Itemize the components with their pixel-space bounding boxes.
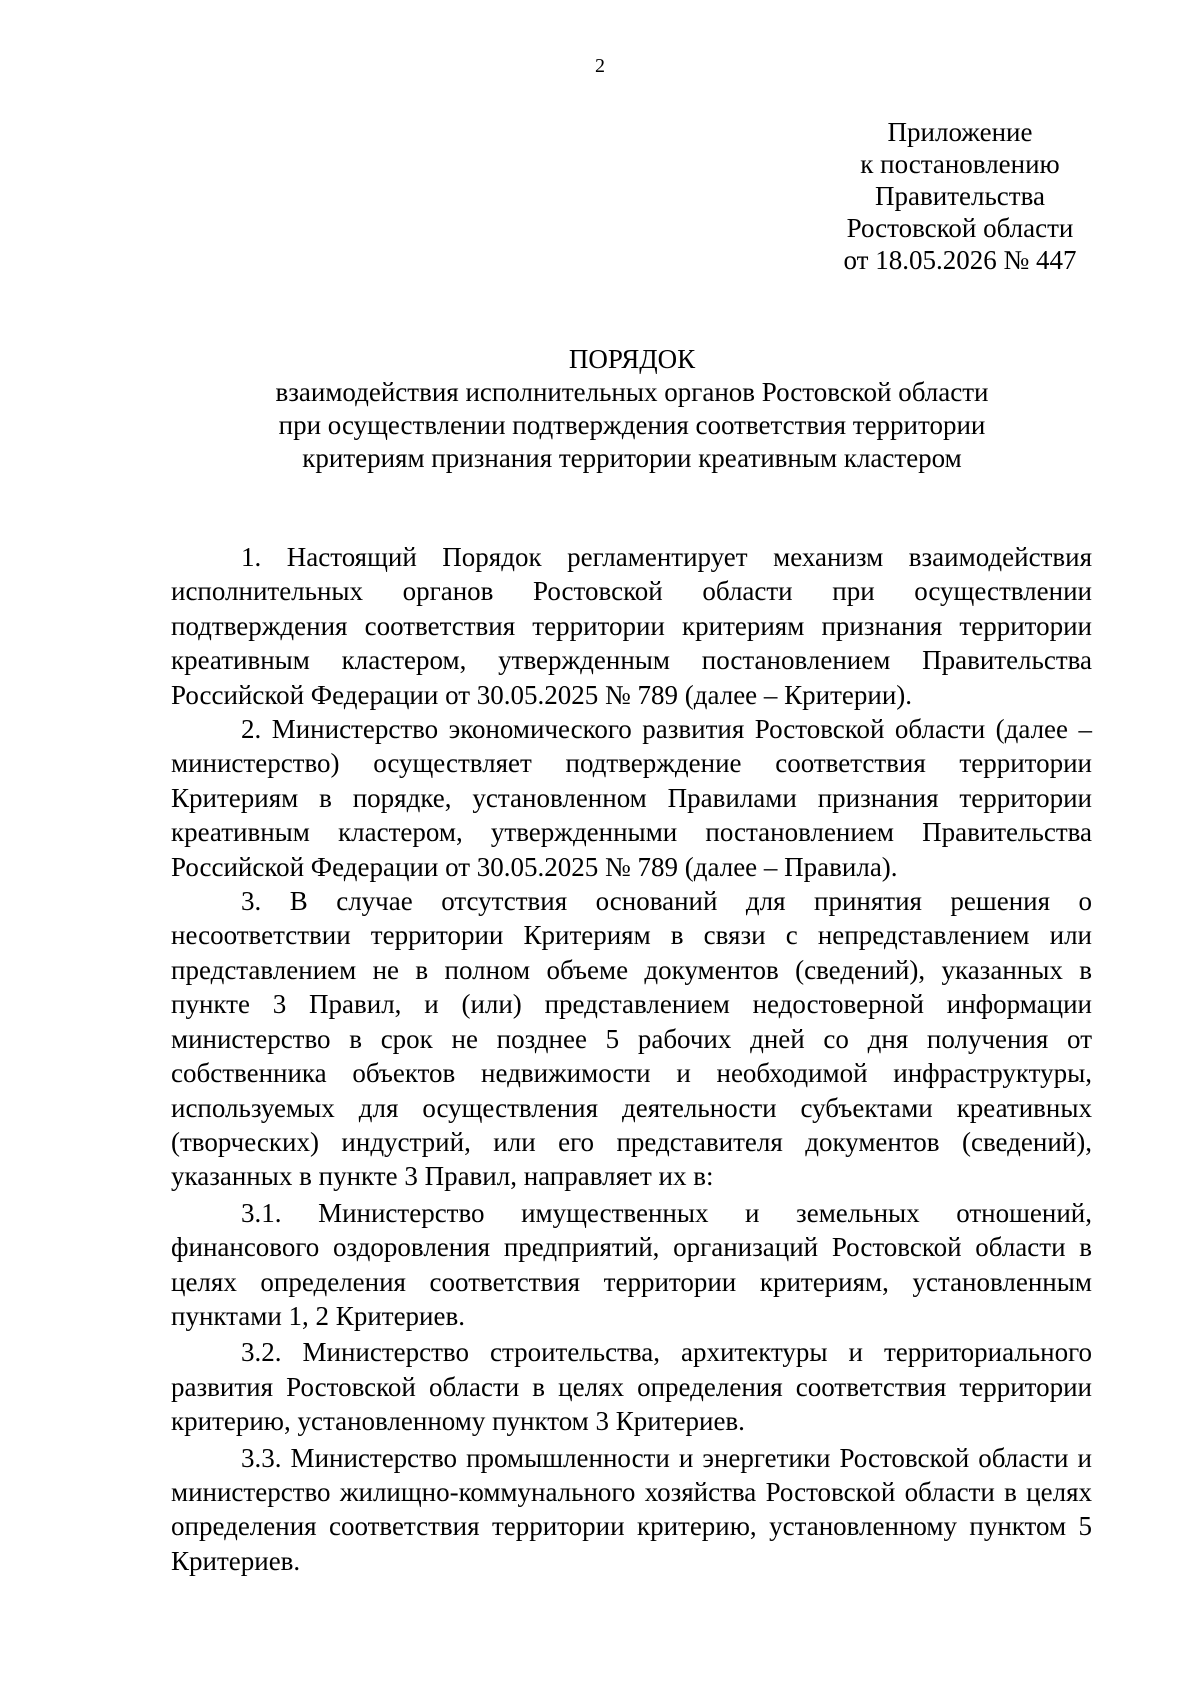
document-subtitle-line-2: при осуществлении подтверждения соответствия территории xyxy=(278,410,986,440)
paragraph-3-2: 3.2. Министерство строительства, архитектуры и территориального развития Ростовской области в целях определения соответствия территории критерию, установленному пунктом 3 Критериев. xyxy=(171,1337,1092,1437)
approval-block xyxy=(810,116,1110,276)
document-subtitle-line-3: критериям признания территории креативным кластером xyxy=(302,443,962,473)
paragraph-3: 3. В случае отсутствия оснований для принятия решения о несоответствии территории Критериям в связи с непредставлением или представлением не в полном объеме документов (сведений), указанных в пункте 3 Правил, и (или) представлением недостоверной информации министерство в срок не позднее 5 рабочих дней со дня получения от собственника объектов недвижимости и необходимой инфраструктуры, используемых для осуществления деятельности субъектами креативных (творческих) индустрий, или его представителя документов (сведений), указанных в пункте 3 Правил, направляет их в: xyxy=(171,886,1092,1192)
document-heading xyxy=(170,343,1094,475)
approval-line-2: к постановлению xyxy=(860,149,1060,179)
approval-line-3: Правительства xyxy=(875,181,1045,211)
approval-line-4: Ростовской области xyxy=(846,213,1074,243)
document-body xyxy=(171,540,1092,1578)
approval-line-5: от 18.05.2026 № 447 xyxy=(843,245,1077,275)
page-number: 2 xyxy=(595,55,605,77)
paragraph-2: 2. Министерство экономического развития Ростовской области (далее – министерство) осуществляет подтверждение соответствия территории Критериям в порядке, установленном Правилами признания территории креативным кластером, утвержденными постановлением Правительства Российской Федерации от 30.05.2025 № 789 (далее – Правила). xyxy=(171,714,1092,882)
approval-line-1: Приложение xyxy=(887,117,1033,147)
paragraph-3-1: 3.1. Министерство имущественных и земельных отношений, финансового оздоровления предприятий, организаций Ростовской области в целях определения соответствия территории критериям, установленным пунктами 1, 2 Критериев. xyxy=(171,1197,1092,1331)
document-subtitle-line-1: взаимодействия исполнительных органов Ростовской области xyxy=(275,377,989,407)
document-title: ПОРЯДОК xyxy=(568,344,696,374)
paragraph-3-3: 3.3. Министерство промышленности и энергетики Ростовской области и министерство жилищно-коммунального хозяйства Ростовской области в целях определения соответствия территории критерию, установленному пунктом 5 Критериев. xyxy=(171,1442,1092,1576)
paragraph-1: 1. Настоящий Порядок регламентирует механизм взаимодействия исполнительных органов Ростовской области при осуществлении подтверждения соответствия территории критериям признания территории креативным кластером, утвержденным постановлением Правительства Российской Федерации от 30.05.2025 № 789 (далее – Критерии). xyxy=(171,542,1092,710)
